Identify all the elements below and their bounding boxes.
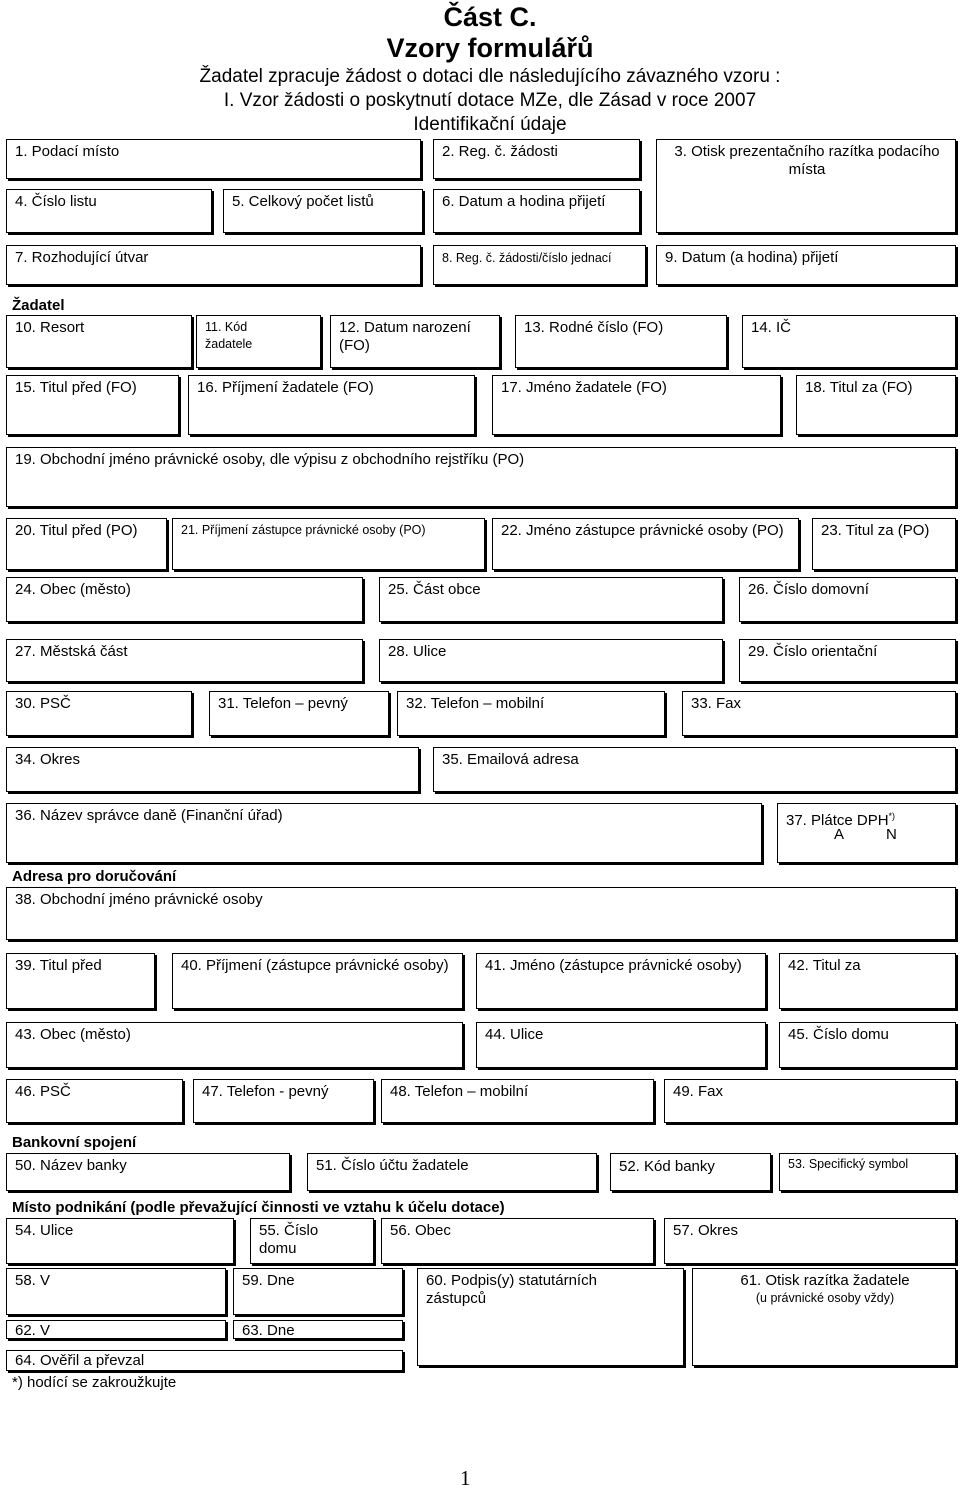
field-57-okres[interactable] — [664, 1218, 956, 1264]
field-51-cislo-uctu[interactable] — [307, 1153, 597, 1191]
section-adresa: Adresa pro doručování — [12, 868, 177, 885]
field-label: 13. Rodné číslo (FO) — [524, 319, 664, 336]
field-30-psc[interactable] — [6, 691, 192, 736]
field-11-kod-zadatele[interactable] — [196, 315, 321, 368]
field-label: 9. Datum (a hodina) přijetí — [665, 249, 839, 266]
field-59-dne[interactable] — [233, 1268, 403, 1315]
field-label: 30. PSČ — [15, 695, 71, 712]
field-44-ulice[interactable] — [476, 1022, 766, 1068]
field-label: 12. Datum narození (FO) — [339, 319, 471, 354]
field-26-cislo-domovni[interactable] — [739, 577, 956, 622]
field-label: 6. Datum a hodina přijetí — [442, 193, 606, 210]
field-label: 48. Telefon – mobilní — [390, 1083, 529, 1100]
field-45-cislo-domu[interactable] — [779, 1022, 956, 1068]
field-label: 57. Okres — [673, 1222, 739, 1239]
field-4-cislo-listu[interactable] — [6, 189, 212, 233]
field-label: 20. Titul před (PO) — [15, 522, 138, 539]
field-label: 63. Dne — [242, 1322, 295, 1339]
field-54-ulice[interactable] — [6, 1218, 234, 1264]
field-2-reg-cislo[interactable] — [433, 139, 640, 179]
field-label: 15. Titul před (FO) — [15, 379, 137, 396]
field-58-v[interactable] — [6, 1268, 226, 1315]
field-35-email[interactable] — [433, 747, 956, 792]
field-24-obec[interactable] — [6, 577, 363, 622]
field-label: 61. Otisk razítka žadatele — [740, 1272, 910, 1289]
field-label: 31. Telefon – pevný — [218, 695, 348, 712]
field-label: 32. Telefon – mobilní — [406, 695, 545, 712]
field-61-note: (u právnické osoby vždy) — [755, 1291, 895, 1305]
field-28-ulice[interactable] — [379, 639, 723, 682]
field-40-prijmeni[interactable] — [172, 953, 463, 1009]
field-label: 8. Reg. č. žádosti/číslo jednací — [442, 251, 612, 265]
field-64-overil-prevzal[interactable] — [6, 1350, 403, 1371]
field-label: 46. PSČ — [15, 1083, 71, 1100]
field-36-spravce-dane[interactable] — [6, 803, 762, 863]
field-55-cislo-domu[interactable] — [250, 1218, 374, 1264]
field-label: 51. Číslo účtu žadatele — [316, 1157, 469, 1174]
field-41-jmeno[interactable] — [476, 953, 766, 1009]
field-52-kod-banky[interactable] — [610, 1153, 771, 1191]
field-34-okres[interactable] — [6, 747, 419, 792]
field-label: 26. Číslo domovní — [748, 581, 869, 598]
field-6-datum-prijeti[interactable] — [433, 189, 640, 233]
option-n[interactable]: N — [886, 826, 897, 843]
footnote: *) hodící se zakroužkujte — [12, 1374, 177, 1391]
field-label: 36. Název správce daně (Finanční úřad) — [15, 807, 283, 824]
field-label: 16. Příjmení žadatele (FO) — [197, 379, 374, 396]
field-label: 18. Titul za (FO) — [805, 379, 913, 396]
field-label: 38. Obchodní jméno právnické osoby — [15, 891, 263, 908]
field-label: 24. Obec (město) — [15, 581, 131, 598]
field-label: 14. IČ — [751, 319, 792, 336]
field-15-titul-pred-fo[interactable] — [6, 375, 179, 435]
field-33-fax[interactable] — [682, 691, 956, 736]
field-19-obchodni-jmeno[interactable] — [6, 447, 956, 507]
field-10-resort[interactable] — [6, 315, 192, 368]
field-50-nazev-banky[interactable] — [6, 1153, 290, 1191]
page-number: 1 — [460, 1466, 471, 1490]
field-label: 54. Ulice — [15, 1222, 74, 1239]
field-31-telefon-pevny[interactable] — [209, 691, 389, 736]
field-37-text: 37. Plátce DPH — [786, 812, 889, 829]
field-label: 43. Obec (město) — [15, 1026, 131, 1043]
field-13-rodne-cislo[interactable] — [515, 315, 727, 368]
field-label: 34. Okres — [15, 751, 81, 768]
field-label: 1. Podací místo — [15, 143, 120, 160]
page-title: Část C. — [443, 2, 537, 32]
field-label: 64. Ověřil a převzal — [15, 1352, 145, 1369]
footnote-mark: *) — [888, 811, 896, 821]
field-23-titul-za-po[interactable] — [812, 518, 956, 570]
field-25-cast-obce[interactable] — [379, 577, 723, 622]
field-label: 62. V — [15, 1322, 51, 1339]
field-label: 10. Resort — [15, 319, 85, 336]
field-29-cislo-orientacni[interactable] — [739, 639, 956, 682]
field-39-titul-pred[interactable] — [6, 953, 155, 1009]
field-label: 58. V — [15, 1272, 51, 1289]
field-label: 40. Příjmení (zástupce právnické osoby) — [181, 957, 449, 974]
field-1-podaci-misto[interactable] — [6, 139, 421, 179]
field-label: 53. Specifický symbol — [788, 1157, 909, 1171]
field-53-specificky-symbol[interactable] — [779, 1153, 956, 1191]
field-8-reg-cislo-jednaci[interactable] — [433, 245, 646, 285]
option-a[interactable]: A — [834, 826, 845, 843]
field-17-jmeno-zadatele[interactable] — [492, 375, 781, 435]
section-misto-podnikani: Místo podnikání (podle převažující činnosti ve vztahu k účelu dotace) — [12, 1199, 505, 1216]
field-label: 41. Jméno (zástupce právnické osoby) — [485, 957, 742, 974]
field-38-obchodni-jmeno[interactable] — [6, 887, 956, 940]
field-62-v[interactable] — [6, 1320, 226, 1339]
field-43-obec[interactable] — [6, 1022, 463, 1068]
field-3-otisk-razitka[interactable] — [656, 139, 956, 233]
field-32-telefon-mobilni[interactable] — [397, 691, 665, 736]
field-label: 55. Číslo domu — [259, 1222, 319, 1257]
intro-line-2: I. Vzor žádosti o poskytnutí dotace MZe, dle Zásad v roce 2007 — [223, 90, 757, 111]
field-18-titul-za-fo[interactable] — [796, 375, 956, 435]
page-subtitle: Vzory formulářů — [386, 33, 594, 63]
field-21-prijmeni-zastupce[interactable] — [172, 518, 485, 570]
field-46-psc[interactable] — [6, 1079, 183, 1123]
field-label: 11. Kód žadatele — [205, 320, 253, 351]
field-label: 4. Číslo listu — [15, 193, 97, 210]
field-label: 33. Fax — [691, 695, 742, 712]
section-banka: Bankovní spojení — [12, 1134, 137, 1151]
field-27-mestska-cast[interactable] — [6, 639, 363, 682]
field-9-datum-hodina[interactable] — [656, 245, 956, 285]
field-56-obec[interactable] — [381, 1218, 654, 1264]
field-63-dne[interactable] — [233, 1320, 403, 1339]
field-label: 47. Telefon - pevný — [202, 1083, 329, 1100]
field-label: 35. Emailová adresa — [442, 751, 579, 768]
field-22-jmeno-zastupce[interactable] — [492, 518, 799, 570]
field-label: 29. Číslo orientační — [748, 643, 878, 660]
field-label: 50. Název banky — [15, 1157, 127, 1174]
field-16-prijmeni-zadatele[interactable] — [188, 375, 475, 435]
field-label: 23. Titul za (PO) — [821, 522, 930, 539]
field-60-podpis[interactable] — [417, 1268, 684, 1366]
field-label: 7. Rozhodující útvar — [15, 249, 149, 266]
intro-line-3: Identifikační údaje — [413, 114, 567, 135]
field-label: 22. Jméno zástupce právnické osoby (PO) — [501, 522, 784, 539]
field-label: 27. Městská část — [15, 643, 128, 660]
field-label: 21. Příjmení zástupce právnické osoby (PO) — [181, 523, 426, 537]
field-12-datum-narozeni[interactable] — [330, 315, 500, 368]
field-5-pocet-listu[interactable] — [223, 189, 423, 233]
field-label: 52. Kód banky — [619, 1158, 715, 1175]
field-label: 5. Celkový počet listů — [232, 193, 374, 210]
intro-line-1: Žadatel zpracuje žádost o dotaci dle následujícího závazného vzoru : — [199, 66, 781, 87]
field-47-telefon-pevny[interactable] — [193, 1079, 374, 1123]
field-37-platce-dph[interactable] — [777, 803, 956, 863]
field-label: 45. Číslo domu — [788, 1026, 889, 1043]
field-61-otisk-razitka-zadatele[interactable] — [692, 1268, 956, 1366]
field-label: 56. Obec — [390, 1222, 451, 1239]
section-zadatel: Žadatel — [12, 297, 65, 314]
field-7-rozhodujici-utvar[interactable] — [6, 245, 421, 285]
field-label: 49. Fax — [673, 1083, 724, 1100]
field-label: 44. Ulice — [485, 1026, 544, 1043]
field-label: 25. Část obce — [388, 581, 481, 598]
field-label: 59. Dne — [242, 1272, 295, 1289]
field-label: 39. Titul před — [15, 957, 102, 974]
field-label: 19. Obchodní jméno právnické osoby, dle výpisu z obchodního rejstříku (PO) — [15, 451, 525, 468]
field-label: 60. Podpis(y) statutárních zástupců — [426, 1272, 597, 1307]
field-20-titul-pred-po[interactable] — [6, 518, 167, 570]
field-label: 42. Titul za — [788, 957, 861, 974]
field-label: 17. Jméno žadatele (FO) — [501, 379, 667, 396]
field-label: 2. Reg. č. žádosti — [442, 143, 558, 160]
field-49-fax[interactable] — [664, 1079, 956, 1123]
field-label: 28. Ulice — [388, 643, 447, 660]
field-42-titul-za[interactable] — [779, 953, 956, 1009]
field-label: 3. Otisk prezentačního razítka podacího místa — [674, 143, 940, 178]
field-14-ic[interactable] — [742, 315, 956, 368]
field-48-telefon-mobilni[interactable] — [381, 1079, 654, 1123]
